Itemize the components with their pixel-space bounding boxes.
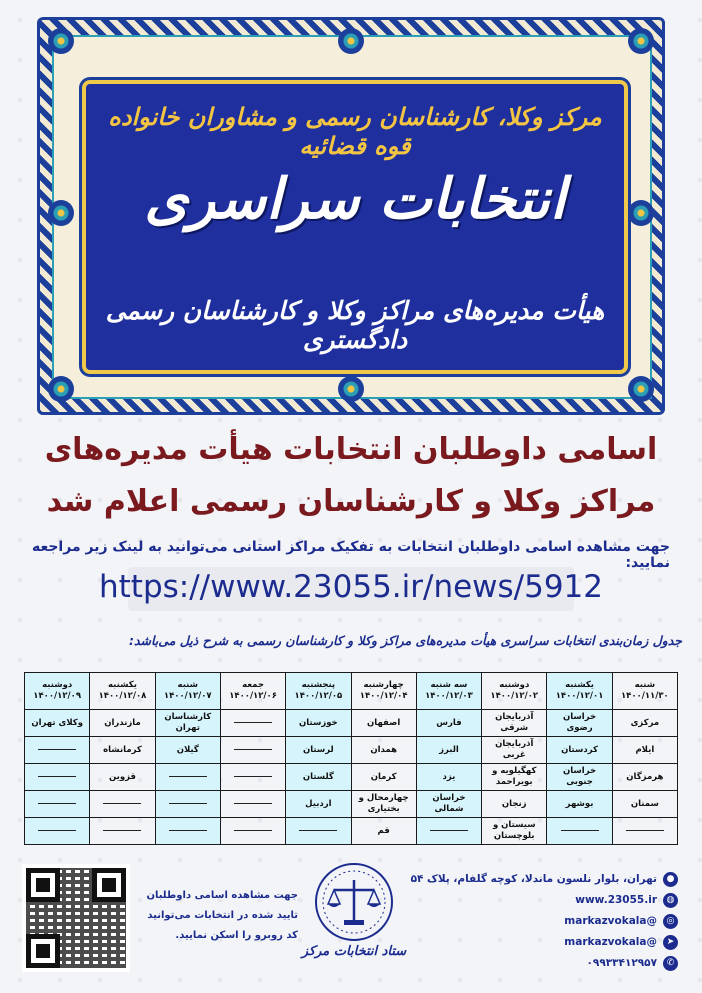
empty-dash	[234, 776, 272, 777]
location-pin-icon: ●	[663, 872, 678, 887]
table-cell	[25, 818, 90, 845]
contact-instagram[interactable]: ◎@markazvokala	[408, 912, 678, 930]
table-cell	[416, 791, 481, 818]
cell-text: سمنان	[630, 798, 659, 809]
table-body	[25, 710, 678, 845]
header-cell: شنبه ۱۴۰۰/۱۲/۰۷	[155, 673, 220, 710]
table-cell	[286, 764, 351, 791]
cell-text: مازندران	[104, 717, 141, 728]
justice-scale-emblem-icon	[312, 860, 396, 944]
flower-ornament-icon	[48, 28, 74, 54]
table-cell	[612, 710, 677, 737]
table-cell	[416, 764, 481, 791]
cell-text: خراسان رضوی	[562, 712, 597, 733]
cell-text: چهارمحال و بختیاری	[358, 793, 409, 814]
cell-text: مرکزی	[630, 717, 660, 728]
empty-dash	[38, 830, 76, 831]
flower-ornament-icon	[628, 376, 654, 402]
cell-text: همدان	[370, 744, 397, 755]
header-cell: یکشنبه ۱۴۰۰/۱۲/۰۸	[90, 673, 155, 710]
header-cell: سه شنبه ۱۴۰۰/۱۲/۰۳	[416, 673, 481, 710]
contact-website[interactable]: ◍www.23055.ir	[408, 891, 678, 909]
flower-ornament-icon	[338, 28, 364, 54]
cell-text: قزوین	[108, 771, 136, 782]
table-cell	[612, 818, 677, 845]
table-cell	[90, 818, 155, 845]
cell-text: یزد	[442, 771, 456, 782]
table-cell	[90, 764, 155, 791]
cell-text: زنجان	[501, 798, 527, 809]
empty-dash	[234, 803, 272, 804]
schedule-title: جدول زمان‌بندی انتخابات سراسری هیأت مدیره‌های مراکز وکلا و کارشناسان رسمی به شرح ذیل می‌باشد:	[128, 633, 682, 648]
table-cell	[25, 791, 90, 818]
cell-text: کرمانشاه	[103, 744, 142, 755]
telegram-icon: ➤	[663, 935, 678, 950]
empty-dash	[103, 830, 141, 831]
table-cell	[547, 710, 612, 737]
header-cell: یکشنبه ۱۴۰۰/۱۲/۰۱	[547, 673, 612, 710]
table-cell	[547, 764, 612, 791]
flower-ornament-icon	[338, 376, 364, 402]
cell-text: بوشهر	[565, 798, 594, 809]
table-cell	[416, 710, 481, 737]
cell-text: آذربایجان شرقی	[495, 712, 534, 733]
table-cell	[25, 764, 90, 791]
flower-ornament-icon	[628, 200, 654, 226]
qr-finder-icon	[26, 934, 60, 968]
table-cell	[220, 710, 285, 737]
qr-finder-icon	[26, 868, 60, 902]
cell-text: اردبیل	[305, 798, 332, 809]
cell-text: هرمزگان	[626, 771, 664, 782]
qr-instructions: جهت مشاهده اسامی داوطلبان تایید شده در انتخابات می‌توانید کد روبرو را اسکن نمایید.	[146, 890, 298, 941]
contact-telegram[interactable]: ➤@markazvokala	[408, 933, 678, 951]
emblem-caption: ستاد انتخابات مرکز	[301, 944, 407, 959]
globe-icon: ◍	[663, 893, 678, 908]
empty-dash	[430, 830, 468, 831]
table-row	[25, 764, 678, 791]
header-panel	[82, 80, 628, 374]
table-cell	[351, 710, 416, 737]
table-row	[25, 818, 678, 845]
table-header-row	[25, 673, 678, 710]
table-cell	[547, 737, 612, 764]
table-row	[25, 737, 678, 764]
empty-dash	[38, 803, 76, 804]
table-cell	[547, 818, 612, 845]
table-cell	[482, 710, 547, 737]
table-cell	[416, 818, 481, 845]
header-cell: چهارشنبه ۱۴۰۰/۱۲/۰۴	[351, 673, 416, 710]
table-cell	[155, 791, 220, 818]
table-row	[25, 791, 678, 818]
table-cell	[351, 764, 416, 791]
table-cell	[220, 737, 285, 764]
qr-finder-icon	[92, 868, 126, 902]
cell-text: فارس	[436, 717, 462, 728]
table-cell	[286, 737, 351, 764]
cell-text: خراسان جنوبی	[562, 766, 597, 787]
table-cell	[155, 818, 220, 845]
cell-text: کارشناسان تهران	[164, 712, 212, 733]
empty-dash	[299, 830, 337, 831]
schedule-table	[24, 672, 678, 845]
header-cell: پنجشنبه ۱۴۰۰/۱۲/۰۵	[286, 673, 351, 710]
cell-text: کرمان	[370, 771, 397, 782]
cell-text: سیستان و بلوچستان	[492, 820, 536, 841]
cell-text: گیلان	[176, 744, 199, 755]
empty-dash	[561, 830, 599, 831]
news-link[interactable]: https://www.23055.ir/news/5912	[98, 569, 604, 605]
table-cell	[25, 710, 90, 737]
empty-dash	[626, 830, 664, 831]
table-cell	[90, 710, 155, 737]
table-cell	[351, 818, 416, 845]
flower-ornament-icon	[48, 376, 74, 402]
empty-dash	[234, 722, 272, 723]
flower-ornament-icon	[48, 200, 74, 226]
header-cell: دوشنبه ۱۴۰۰/۱۲/۰۲	[482, 673, 547, 710]
table-cell	[612, 764, 677, 791]
cell-text: ایلام	[635, 744, 655, 755]
empty-dash	[169, 776, 207, 777]
table-cell	[482, 818, 547, 845]
cell-text: البرز	[439, 744, 459, 755]
table-cell	[155, 710, 220, 737]
instruction-text: جهت مشاهده اسامی داوطلبان انتخابات به تفکیک مراکز استانی می‌توانید به لینک زیر مراجعه نمایید:	[31, 539, 670, 571]
table-cell	[220, 791, 285, 818]
cell-text: کهگیلویه و بویراحمد	[492, 766, 537, 787]
table-cell	[482, 791, 547, 818]
empty-dash	[38, 749, 76, 750]
table-cell	[612, 737, 677, 764]
header-cell: دوشنبه ۱۴۰۰/۱۲/۰۹	[25, 673, 90, 710]
cell-text: لرستان	[302, 744, 334, 755]
table-cell	[416, 737, 481, 764]
table-cell	[286, 818, 351, 845]
cell-text: گلستان	[302, 771, 334, 782]
empty-dash	[234, 749, 272, 750]
flower-ornament-icon	[628, 28, 654, 54]
main-title: انتخابات سراسری	[144, 166, 566, 232]
cell-text: وکلای تهران	[31, 717, 84, 728]
contact-address: ●تهران، بلوار نلسون ماندلا، کوچه گلفام، پلاک ۵۴	[408, 870, 678, 888]
phone-icon: ✆	[663, 956, 678, 971]
table-cell	[220, 818, 285, 845]
table-cell	[547, 791, 612, 818]
table-cell	[286, 710, 351, 737]
table-cell	[482, 737, 547, 764]
empty-dash	[103, 803, 141, 804]
cell-text: آذربایجان غربی	[495, 739, 534, 760]
table-row	[25, 710, 678, 737]
empty-dash	[169, 830, 207, 831]
table-cell	[286, 791, 351, 818]
cell-text: قم	[377, 825, 390, 836]
header-cell: جمعه ۱۴۰۰/۱۲/۰۶	[220, 673, 285, 710]
empty-dash	[38, 776, 76, 777]
cell-text: اصفهان	[367, 717, 401, 728]
table-cell	[612, 791, 677, 818]
empty-dash	[169, 803, 207, 804]
instagram-icon: ◎	[663, 914, 678, 929]
table-cell	[155, 737, 220, 764]
table-cell	[220, 764, 285, 791]
cell-text: خراسان شمالی	[432, 793, 466, 814]
headline-line-1: اسامی داوطلبان انتخابات هیأت مدیره‌های	[44, 432, 658, 467]
table-cell	[351, 737, 416, 764]
table-cell	[351, 791, 416, 818]
table-cell	[482, 764, 547, 791]
table-cell	[90, 737, 155, 764]
contact-phone[interactable]: ✆۰۹۹۳۳۴۱۲۹۵۷	[408, 954, 678, 972]
empty-dash	[234, 830, 272, 831]
table-cell	[90, 791, 155, 818]
cell-text: خوزستان	[299, 717, 338, 728]
cell-text: کردستان	[561, 744, 598, 755]
table-cell	[155, 764, 220, 791]
organization-line: مرکز وکلا، کارشناسان رسمی و مشاوران خانواده قوه قضائیه	[108, 102, 602, 160]
header-cell: شنبه ۱۴۰۰/۱۱/۳۰	[612, 673, 677, 710]
table-cell	[25, 737, 90, 764]
headline-line-2: مراکز وکلا و کارشناسان رسمی اعلام شد	[46, 484, 656, 519]
sub-title: هیأت مدیره‌های مراکز وکلا و کارشناسان رسمی دادگستری	[105, 296, 605, 354]
